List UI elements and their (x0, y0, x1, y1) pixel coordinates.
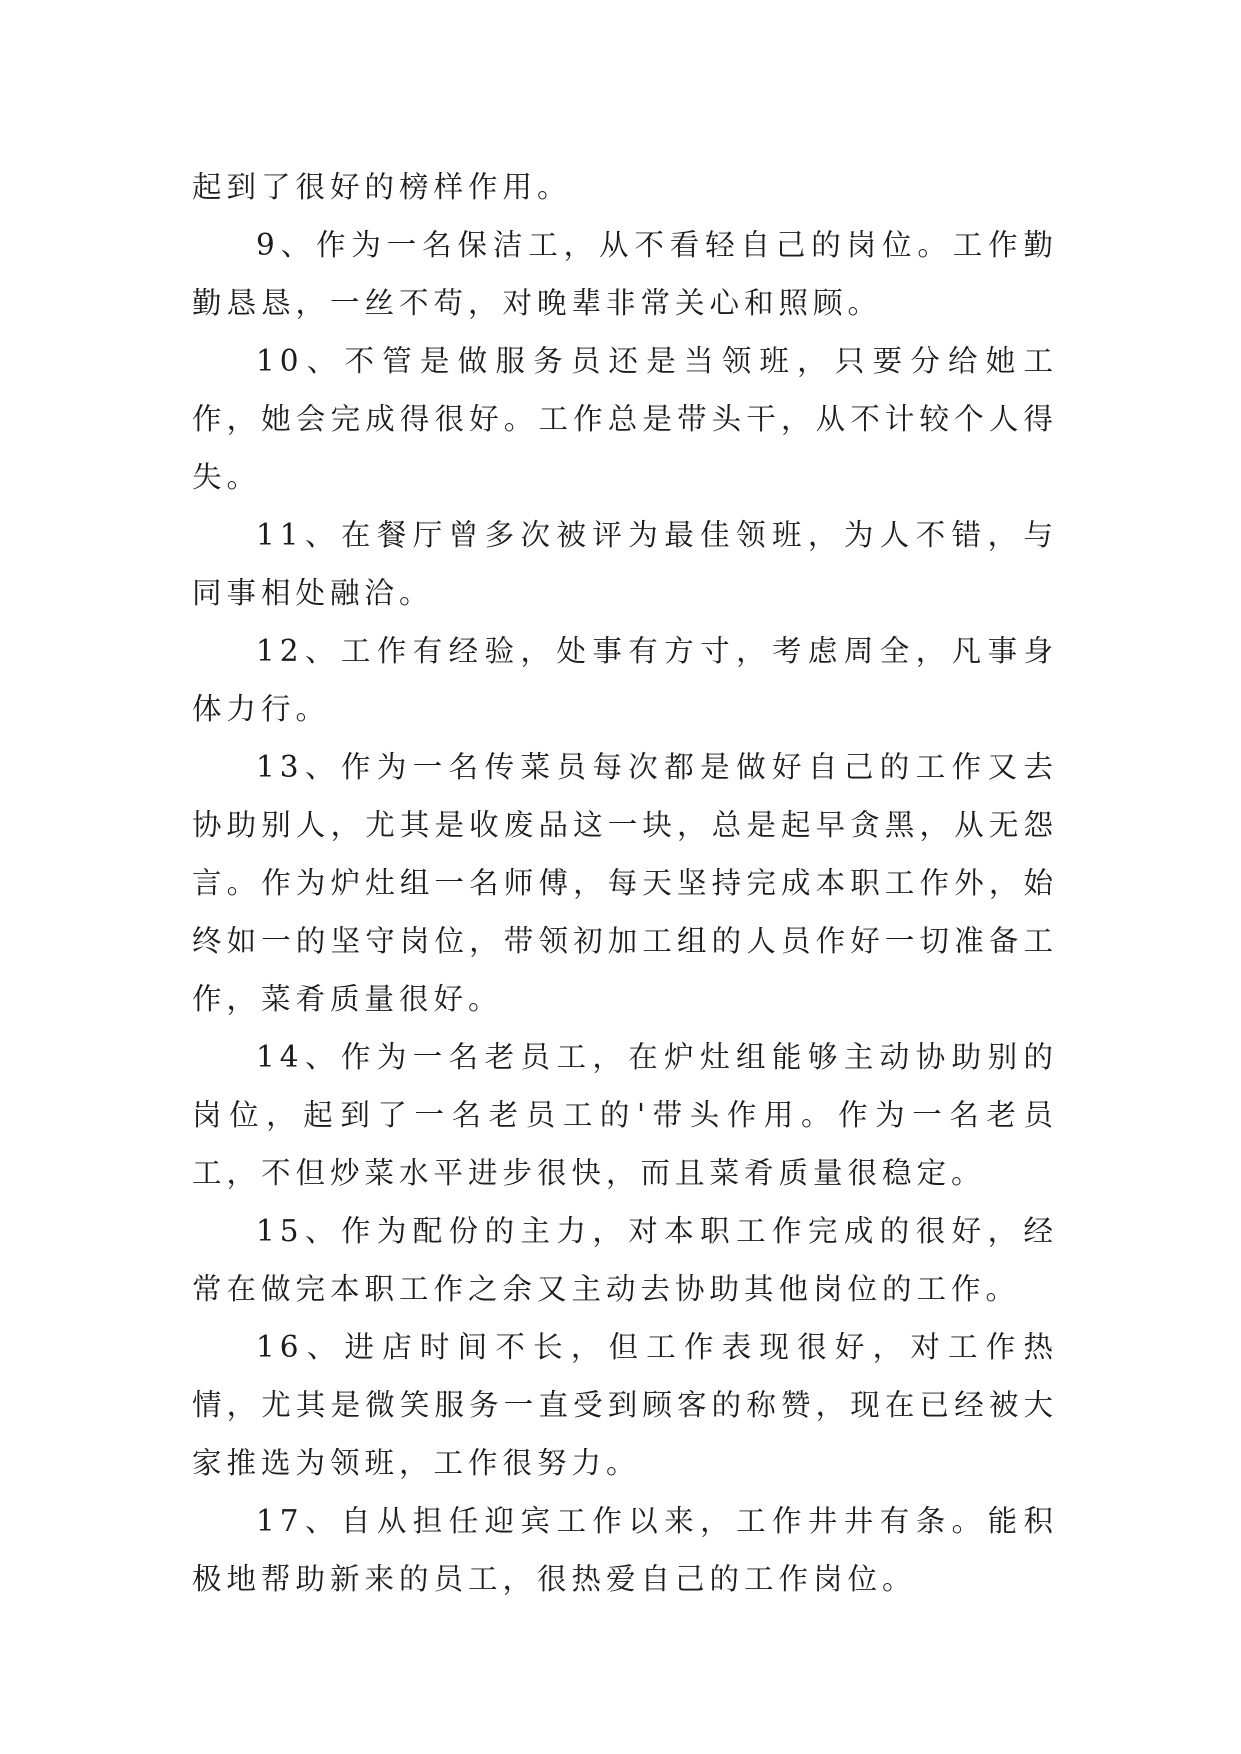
paragraph-continuation: 起到了很好的榜样作用。 (192, 170, 572, 204)
paragraph-item-9: 9、作为一名保洁工，从不看轻自己的岗位。工作勤勤恳恳，一丝不苟，对晚辈非常关心和照顾。 (192, 228, 1058, 320)
paragraph-item-14: 14、作为一名老员工，在炉灶组能够主动协助别的岗位，起到了一名老员工的'带头作用。作为一名老员工，不但炒菜水平进步很快，而且菜肴质量很稳定。 (192, 1040, 1058, 1190)
paragraph-item-15: 15、作为配份的主力，对本职工作完成的很好，经常在做完本职工作之余又主动去协助其他岗位的工作。 (192, 1214, 1058, 1306)
paragraph-item-16: 16、进店时间不长，但工作表现很好，对工作热情，尤其是微笑服务一直受到顾客的称赞，现在已经被大家推选为领班，工作很努力。 (192, 1330, 1058, 1480)
document-body (192, 158, 1058, 1608)
paragraph-item-12: 12、工作有经验，处事有方寸，考虑周全，凡事身体力行。 (192, 634, 1058, 726)
paragraph-item-11: 11、在餐厅曾多次被评为最佳领班，为人不错，与同事相处融洽。 (192, 518, 1058, 610)
paragraph-item-13: 13、作为一名传菜员每次都是做好自己的工作又去协助别人，尤其是收废品这一块，总是起早贪黑，从无怨言。作为炉灶组一名师傅，每天坚持完成本职工作外，始终如一的坚守岗位，带领初加工组的人员作好一切准备工作，菜肴质量很好。 (192, 750, 1058, 1016)
paragraph-item-10: 10、不管是做服务员还是当领班，只要分给她工作，她会完成得很好。工作总是带头干，从不计较个人得失。 (192, 344, 1058, 494)
paragraph-item-17: 17、自从担任迎宾工作以来，工作井井有条。能积极地帮助新来的员工，很热爱自己的工作岗位。 (192, 1504, 1058, 1596)
